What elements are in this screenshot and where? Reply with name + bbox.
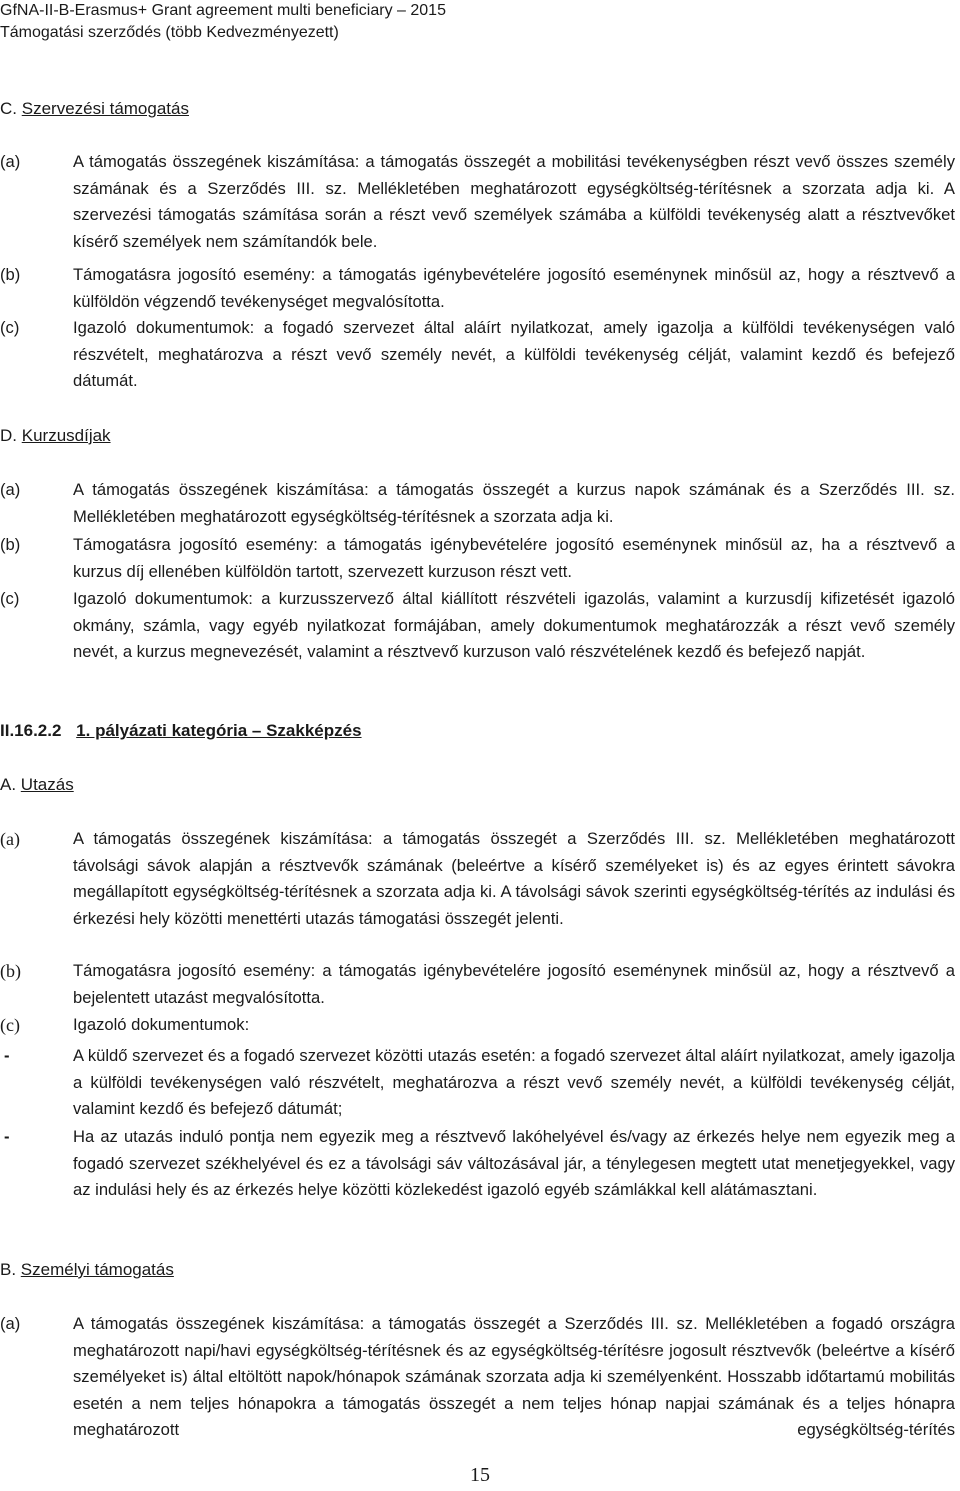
document-header: [0, 0, 446, 44]
list-text: Támogatásra jogosító esemény: a támogatás igénybevételére jogosító eseménynek minősül az, ha a résztvevő a kurzus díj ellenében külföldön tartott, szervezett kurzuson részt vett.: [73, 535, 955, 581]
section-d-title: Kurzusdíjak: [21, 426, 111, 445]
section-a-item-c: [0, 1012, 955, 1039]
section-c-item-c: [0, 315, 955, 395]
header-line-2: Támogatási szerződés (több Kedvezményezett): [0, 24, 339, 41]
section-a-title: Utazás: [20, 775, 74, 794]
section-c-item-b: [0, 262, 955, 315]
list-label: (c): [0, 318, 20, 337]
list-text: A támogatás összegének kiszámítása: a támogatás összegét a Szerződés III. sz. Mellékletében meghatározott távolsági sávok alapján a résztvevők számának (beleértve a kísérő személyeket is) és az egyes érintett sávokra megállapított egységköltség-térítésnek a szorzata adja ki. A távolsági sávok szerinti egységköltség-térítés az indulási és érkezési hely közötti menettérti utazás támogatási összegét jelenti.: [73, 829, 955, 928]
section-d-item-b: [0, 532, 955, 585]
list-text: Igazoló dokumentumok: a kurzusszervező által kiállított részvételi igazolás, valamint a kurzusdíj kifizetését igazoló okmány, számla, vagy egyéb nyilatkozat formájában, amely dokumentumok meghatározzák a részt vevő személy nevét, a kurzus megnevezését, valamint a résztvevő kurzuson való részvételének kezdő és befejező napját.: [73, 589, 955, 662]
list-text: A támogatás összegének kiszámítása: a támogatás összegét a Szerződés III. sz. Mellékletében a fogadó országra meghatározott napi/havi egységköltség-térítésnek és az egységköltség-térítésre jogosult résztvevők (beleértve a kísérő személyeket is) által eltöltött napok/hónapok számának szorzata adja ki személyenként. Hosszabb időtartamú mobilitás esetén a nem teljes hónapokra a támogatás összegét a nem teljes hónap napjai számának és a teljes hónapra meghatározott egységköltség-térítés: [73, 1314, 955, 1440]
list-text: Igazoló dokumentumok: a fogadó szervezet által aláírt nyilatkozat, amely igazolja a külföldi tevékenységen való részvételt, meghatározva a részt vevő személy nevét, a külföldi tevékenység célját, valamint kezdő és befejező dátumát.: [73, 318, 955, 391]
section-b-prefix: B.: [0, 1260, 17, 1279]
list-label: (a): [0, 1314, 21, 1333]
section-b-title: Személyi támogatás: [20, 1260, 174, 1279]
section-c-title: Szervezési támogatás: [21, 99, 189, 118]
list-text: A küldő szervezet és a fogadó szervezet közötti utazás esetén: a fogadó szervezet által aláírt nyilatkozat, amely igazolja a külföldi tevékenységen való részvételt, meghatározva a részt vevő személy nevét, a külföldi tevékenység célját, valamint kezdő és befejező dátumát;: [73, 1046, 955, 1119]
subsection-heading: [0, 719, 362, 743]
page-number: 15: [470, 1464, 490, 1486]
header-line-1: GfNA-II-B-Erasmus+ Grant agreement multi beneficiary – 2015: [0, 2, 446, 19]
list-label: (a): [0, 152, 21, 171]
section-d-item-c: [0, 586, 955, 666]
section-a-bullet-1: [0, 1043, 955, 1123]
list-label: (a): [0, 480, 21, 499]
section-d-prefix: D.: [0, 426, 17, 445]
section-b-heading: [0, 1258, 174, 1282]
list-text: Igazoló dokumentumok:: [73, 1015, 250, 1034]
section-d-item-a: [0, 477, 955, 530]
list-label: (c): [0, 589, 20, 608]
list-text: Támogatásra jogosító esemény: a támogatás igénybevételére jogosító eseménynek minősül az, hogy a résztvevő a bejelentett utazást megvalósította.: [73, 961, 955, 1007]
list-label: -: [4, 1046, 10, 1065]
section-c-prefix: C.: [0, 99, 17, 118]
list-text: Támogatásra jogosító esemény: a támogatás igénybevételére jogosító eseménynek minősül az, hogy a résztvevő a külföldön végzendő tevékenységet megvalósította.: [73, 265, 955, 311]
list-label: (a): [0, 829, 20, 849]
section-a-item-a: [0, 826, 955, 932]
list-label: -: [4, 1127, 10, 1146]
list-text: A támogatás összegének kiszámítása: a támogatás összegét a mobilitási tevékenységben részt vevő összes személy számának és a Szerződés III. sz. Mellékletében meghatározott egységköltség-térítésnek a szorzata adja ki. A szervezési támogatás számítása során a részt vevő személyek számába a külföldi tevékenység alatt a résztvevőket kísérő személyek nem számítandók bele.: [73, 152, 955, 251]
list-label: (b): [0, 535, 21, 554]
list-label: (c): [0, 1015, 20, 1035]
section-a-prefix: A.: [0, 775, 17, 794]
section-a-item-b: [0, 958, 955, 1011]
list-text: A támogatás összegének kiszámítása: a támogatás összegét a kurzus napok számának és a Szerződés III. sz. Mellékletében meghatározott egységköltség-térítésnek a szorzata adja ki.: [73, 480, 955, 526]
section-c-item-a: [0, 149, 955, 255]
list-label: (b): [0, 265, 21, 284]
list-text: Ha az utazás induló pontja nem egyezik meg a résztvevő lakóhelyével és/vagy az érkezés helye nem egyezik meg a fogadó szervezet székhelyével és ez a távolsági sáv változásával jár, a ténylegesen megtett utat menetjegyekkel, vagy az indulási hely és az érkezés helye közötti közlekedést igazoló egyéb számlákkal kell alátámasztani.: [73, 1127, 955, 1200]
section-a-bullet-2: [0, 1124, 955, 1204]
section-b-item-a: [0, 1311, 955, 1444]
subsection-number: II.16.2.2: [0, 721, 62, 740]
section-d-heading: [0, 424, 111, 448]
subsection-title: 1. pályázati kategória – Szakképzés: [76, 721, 362, 740]
section-a-heading: [0, 773, 74, 797]
section-c-heading: [0, 97, 189, 121]
list-label: (b): [0, 961, 21, 981]
